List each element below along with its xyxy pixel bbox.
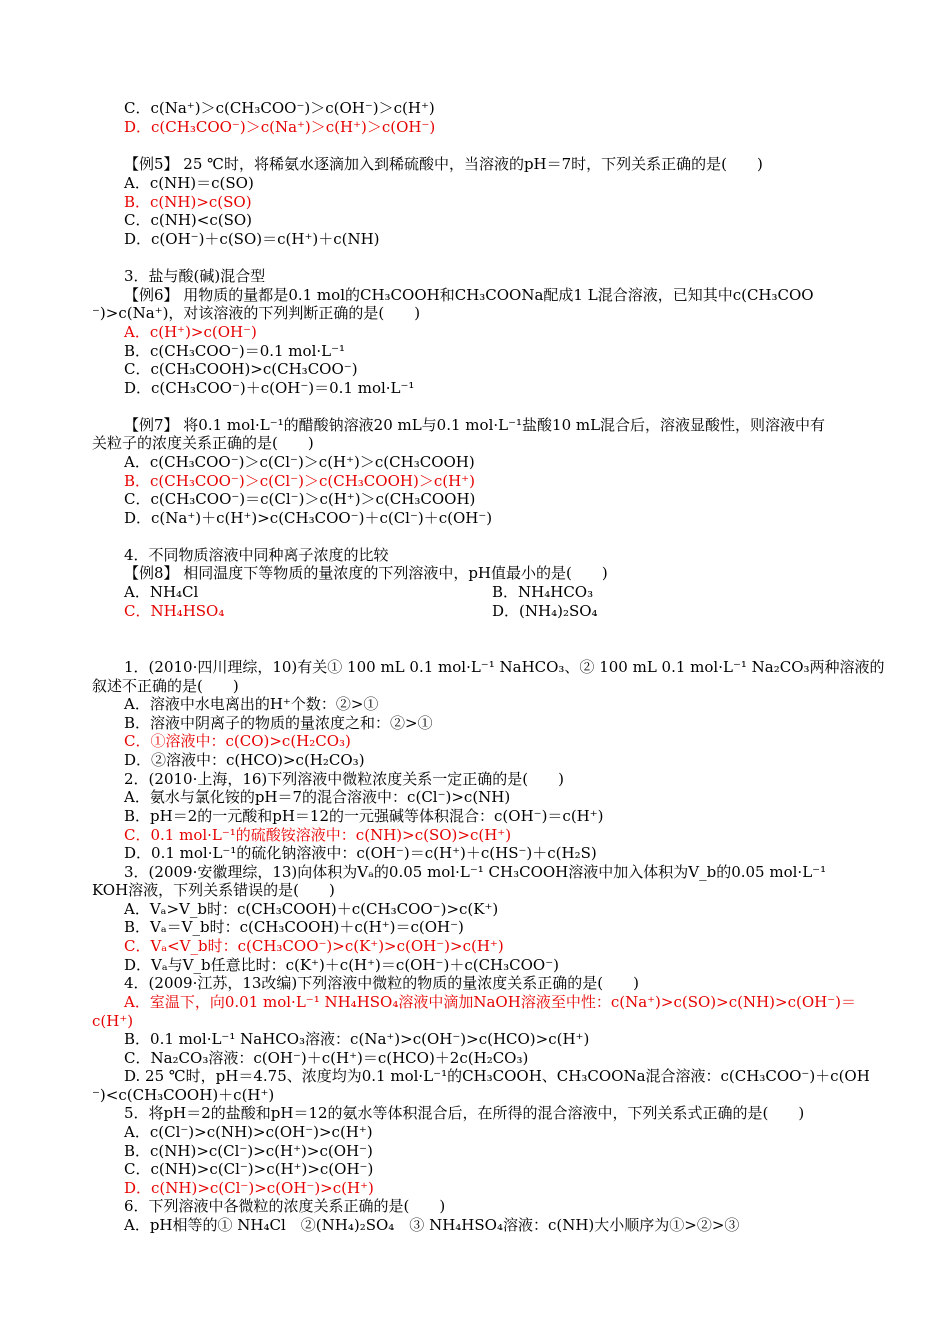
ex7-option-b-answer: B．c(CH₃COO⁻)＞c(Cl⁻)＞c(CH₃COOH)＞c(H⁺) [124, 472, 475, 490]
q1-option-c-answer: C．①溶液中：c(CO)>c(H₂CO₃) [124, 732, 351, 750]
q5-option-c: C．c(NH)>c(Cl⁻)>c(H⁺)>c(OH⁻) [124, 1160, 374, 1178]
ex8-question: 【例8】 相同温度下等物质的量浓度的下列溶液中，pH值最小的是( ) [124, 564, 608, 582]
ex5-option-d: D．c(OH⁻)＋c(SO)＝c(H⁺)＋c(NH) [124, 230, 380, 248]
q6-option-a: A．pH相等的① NH₄Cl ②(NH₄)₂SO₄ ③ NH₄HSO₄溶液：c(NH)大小顺序为①>②>③ [124, 1216, 740, 1234]
ex6-question-line1: 【例6】 用物质的量都是0.1 mol的CH₃COOH和CH₃COONa配成1 L混合溶液，已知其中c(CH₃COO [124, 286, 814, 304]
q2-option-b: B．pH＝2的一元酸和pH＝12的一元强碱等体积混合：c(OH⁻)＝c(H⁺) [124, 807, 604, 825]
q2-stem: 2．(2010·上海，16)下列溶液中微粒浓度关系一定正确的是( ) [124, 770, 564, 788]
q5-stem: 5．将pH＝2的盐酸和pH＝12的氨水等体积混合后，在所得的混合溶液中，下列关系式正确的是( ) [124, 1104, 805, 1122]
q5-option-b: B．c(NH)>c(Cl⁻)>c(H⁺)>c(OH⁻) [124, 1142, 373, 1160]
q4-option-d-line1: D. 25 ℃时，pH＝4.75、浓度均为0.1 mol·L⁻¹的CH₃COOH、CH₃COONa混合溶液：c(CH₃COO⁻)＋c(OH [124, 1067, 870, 1085]
q1-option-a: A．溶液中水电离出的H⁺个数：②>① [124, 695, 379, 713]
q3-stem-line1: 3．(2009·安徽理综，13)向体积为Vₐ的0.05 mol·L⁻¹ CH₃COOH溶液中加入体积为V_b的0.05 mol·L⁻¹ [124, 863, 827, 881]
q5-option-a: A．c(Cl⁻)>c(NH)>c(OH⁻)>c(H⁺) [124, 1123, 373, 1141]
q2-option-d: D．0.1 mol·L⁻¹的硫化钠溶液中：c(OH⁻)＝c(H⁺)＋c(HS⁻)＋c(H₂S) [124, 844, 597, 862]
section-4-heading: 4．不同物质溶液中同种离子浓度的比较 [124, 546, 389, 564]
ex8-options-row2 [124, 602, 894, 621]
q4-option-d-line2: ⁻)<c(CH₃COOH)＋c(H⁺) [92, 1086, 275, 1104]
q4-stem: 4．(2009·江苏，13改编)下列溶液中微粒的物质的量浓度关系正确的是( ) [124, 974, 639, 992]
ex8-option-c-answer: C．NH₄HSO₄ [124, 602, 225, 620]
q1-stem-line2: 叙述不正确的是( ) [92, 677, 239, 695]
ex7-question-line2: 关粒子的浓度关系正确的是( ) [92, 434, 314, 452]
q4-option-a-answer-line1: A．室温下，向0.01 mol·L⁻¹ NH₄HSO₄溶液中滴加NaOH溶液至中性：c(Na⁺)>c(SO)>c(NH)>c(OH⁻)＝ [124, 993, 856, 1011]
ex4-option-d-answer: D．c(CH₃COO⁻)＞c(Na⁺)＞c(H⁺)＞c(OH⁻) [124, 118, 436, 136]
q4-option-c: C．Na₂CO₃溶液：c(OH⁻)＋c(H⁺)＝c(HCO)＋2c(H₂CO₃) [124, 1049, 529, 1067]
ex5-option-a: A．c(NH)＝c(SO) [124, 174, 254, 192]
q3-option-c-answer: C．Vₐ<V_b时：c(CH₃COO⁻)>c(K⁺)>c(OH⁻)>c(H⁺) [124, 937, 504, 955]
q4-option-a-answer-line2: c(H⁺) [92, 1012, 134, 1030]
q2-option-a: A．氨水与氯化铵的pH＝7的混合溶液中：c(Cl⁻)>c(NH) [124, 788, 511, 806]
ex6-question-line2: ⁻)>c(Na⁺)，对该溶液的下列判断正确的是( ) [92, 304, 421, 322]
q3-option-a: A．Vₐ>V_b时：c(CH₃COOH)＋c(CH₃COO⁻)>c(K⁺) [124, 900, 499, 918]
q6-stem: 6．下列溶液中各微粒的浓度关系正确的是( ) [124, 1197, 446, 1215]
ex6-option-d: D．c(CH₃COO⁻)＋c(OH⁻)＝0.1 mol·L⁻¹ [124, 379, 415, 397]
ex7-option-d: D．c(Na⁺)＋c(H⁺)>c(CH₃COO⁻)＋c(Cl⁻)＋c(OH⁻) [124, 509, 493, 527]
q3-option-b: B．Vₐ＝V_b时：c(CH₃COOH)＋c(H⁺)＝c(OH⁻) [124, 918, 464, 936]
q1-stem-line1: 1．(2010·四川理综，10)有关① 100 mL 0.1 mol·L⁻¹ NaHCO₃、② 100 mL 0.1 mol·L⁻¹ Na₂CO₃两种溶液的 [124, 658, 885, 676]
ex8-option-d: D．(NH₄)₂SO₄ [492, 602, 598, 620]
ex6-option-c: C．c(CH₃COOH)>c(CH₃COO⁻) [124, 360, 358, 378]
q4-option-b: B．0.1 mol·L⁻¹ NaHCO₃溶液：c(Na⁺)>c(OH⁻)>c(HCO)>c(H⁺) [124, 1030, 590, 1048]
ex8-options-row1 [124, 583, 894, 602]
ex5-option-c: C．c(NH)<c(SO) [124, 211, 253, 229]
q3-option-d: D．Vₐ与V_b任意比时：c(K⁺)＋c(H⁺)＝c(OH⁻)＋c(CH₃COO⁻) [124, 956, 559, 974]
ex5-question: 【例5】 25 ℃时，将稀氨水逐滴加入到稀硫酸中，当溶液的pH＝7时，下列关系正确的是( ) [124, 155, 763, 173]
q1-option-b: B．溶液中阴离子的物质的量浓度之和：②>① [124, 714, 433, 732]
q1-option-d: D．②溶液中：c(HCO)>c(H₂CO₃) [124, 751, 365, 769]
ex8-option-a: A．NH₄Cl [124, 583, 199, 601]
ex6-option-b: B．c(CH₃COO⁻)＝0.1 mol·L⁻¹ [124, 342, 346, 360]
ex7-option-c: C．c(CH₃COO⁻)＝c(Cl⁻)＞c(H⁺)＞c(CH₃COOH) [124, 490, 476, 508]
q5-option-d-answer: D．c(NH)>c(Cl⁻)>c(OH⁻)>c(H⁺) [124, 1179, 374, 1197]
section-3-heading: 3．盐与酸(碱)混合型 [124, 267, 266, 285]
ex7-question-line1: 【例7】 将0.1 mol·L⁻¹的醋酸钠溶液20 mL与0.1 mol·L⁻¹盐酸10 mL混合后，溶液显酸性，则溶液中有 [124, 416, 826, 434]
ex7-option-a: A．c(CH₃COO⁻)＞c(Cl⁻)＞c(H⁺)＞c(CH₃COOH) [124, 453, 475, 471]
q3-stem-line2: KOH溶液，下列关系错误的是( ) [92, 881, 335, 899]
ex5-option-b-answer: B．c(NH)>c(SO) [124, 193, 252, 211]
ex8-option-b: B．NH₄HCO₃ [492, 583, 594, 601]
ex6-option-a-answer: A．c(H⁺)>c(OH⁻) [124, 323, 257, 341]
q2-option-c-answer: C．0.1 mol·L⁻¹的硫酸铵溶液中：c(NH)>c(SO)>c(H⁺) [124, 826, 512, 844]
ex4-option-c: C．c(Na⁺)＞c(CH₃COO⁻)＞c(OH⁻)＞c(H⁺) [124, 99, 435, 117]
